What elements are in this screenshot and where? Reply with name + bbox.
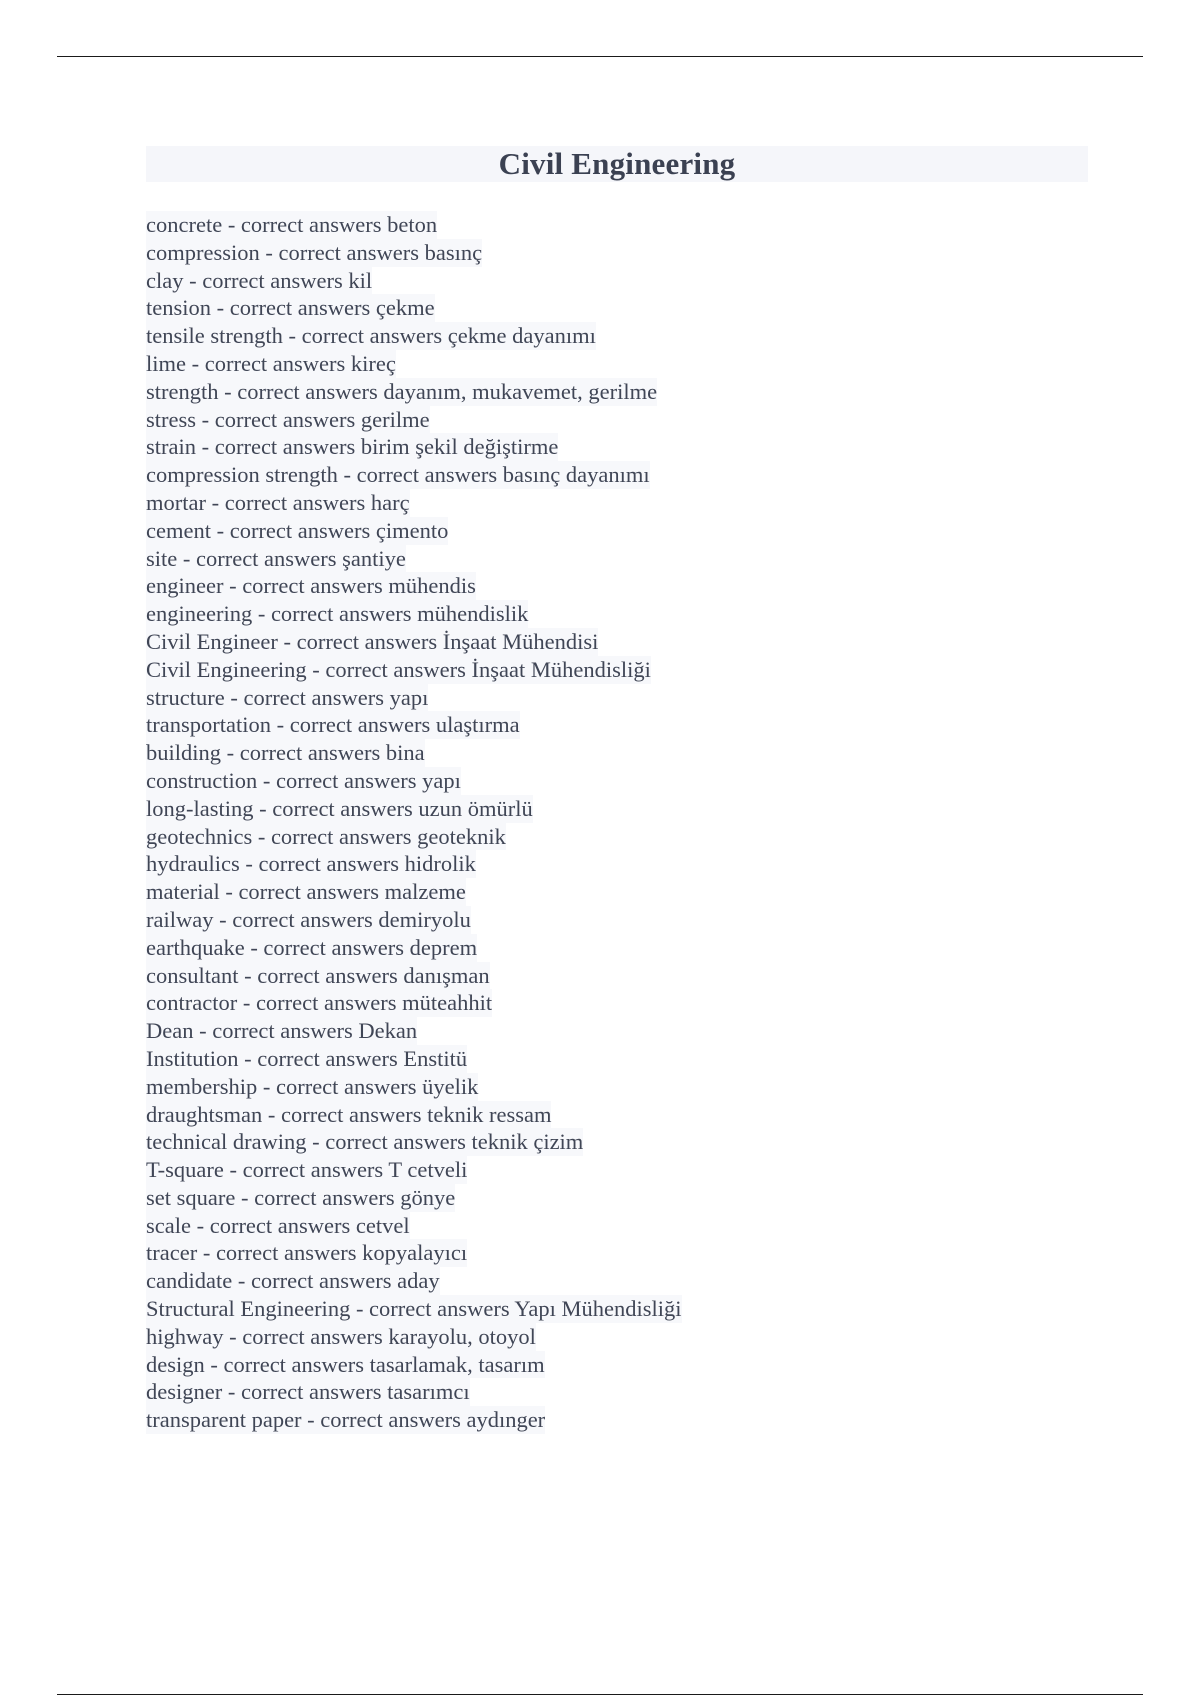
- vocabulary-entry: tracer - correct answers kopyalayıcı: [146, 1240, 468, 1266]
- vocabulary-entry: technical drawing - correct answers teknik çizim: [146, 1129, 584, 1155]
- vocabulary-entry: clay - correct answers kil: [146, 267, 373, 293]
- title-bar: [146, 146, 1088, 182]
- vocabulary-entry: strength - correct answers dayanım, mukavemet, gerilme: [146, 378, 658, 404]
- vocabulary-entry: earthquake - correct answers deprem: [146, 934, 478, 960]
- vocabulary-entry: lime - correct answers kireç: [146, 350, 396, 376]
- vocabulary-entry: site - correct answers şantiye: [146, 545, 406, 571]
- vocabulary-entry: consultant - correct answers danışman: [146, 962, 490, 988]
- vocabulary-entry: geotechnics - correct answers geoteknik: [146, 823, 506, 849]
- vocabulary-entry: contractor - correct answers müteahhit: [146, 990, 493, 1016]
- vocabulary-entry: scale - correct answers cetvel: [146, 1212, 410, 1238]
- vocabulary-entry: designer - correct answers tasarımcı: [146, 1379, 470, 1405]
- vocabulary-entry: Structural Engineering - correct answers Yapı Mühendisliği: [146, 1296, 682, 1322]
- vocabulary-entry: Civil Engineer - correct answers İnşaat Mühendisi: [146, 628, 599, 654]
- vocabulary-entry: draughtsman - correct answers teknik ressam: [146, 1101, 552, 1127]
- vocabulary-entry: concrete - correct answers beton: [146, 212, 438, 237]
- vocabulary-entry: transparent paper - correct answers aydınger: [146, 1407, 546, 1433]
- vocabulary-entry: structure - correct answers yapı: [146, 684, 429, 710]
- footer-rule: [57, 1694, 1143, 1695]
- page-title: Civil Engineering: [498, 146, 736, 181]
- vocabulary-entry: candidate - correct answers aday: [146, 1268, 440, 1294]
- vocabulary-entry: membership - correct answers üyelik: [146, 1073, 479, 1099]
- vocabulary-entry: compression - correct answers basınç: [146, 239, 483, 265]
- vocabulary-entry: Institution - correct answers Enstitü: [146, 1045, 468, 1071]
- vocabulary-entry: tension - correct answers çekme: [146, 295, 435, 321]
- vocabulary-entry: T-square - correct answers T cetveli: [146, 1157, 468, 1183]
- vocabulary-entry: material - correct answers malzeme: [146, 879, 466, 905]
- vocabulary-entry: tensile strength - correct answers çekme dayanımı: [146, 323, 596, 349]
- vocabulary-entry: hydraulics - correct answers hidrolik: [146, 851, 476, 877]
- vocabulary-entry: stress - correct answers gerilme: [146, 406, 430, 432]
- vocabulary-entry: Civil Engineering - correct answers İnşaat Mühendisliği: [146, 656, 651, 682]
- vocabulary-entry: Dean - correct answers Dekan: [146, 1018, 418, 1044]
- vocabulary-entry: set square - correct answers gönye: [146, 1184, 456, 1210]
- vocabulary-entry: design - correct answers tasarlamak, tasarım: [146, 1351, 545, 1377]
- vocabulary-entry: cement - correct answers çimento: [146, 517, 449, 543]
- vocabulary-entry: highway - correct answers karayolu, otoyol: [146, 1323, 536, 1349]
- vocabulary-entry: engineer - correct answers mühendis: [146, 573, 476, 599]
- header-rule: [57, 56, 1143, 57]
- vocabulary-list: [146, 211, 682, 1434]
- vocabulary-entry: construction - correct answers yapı: [146, 767, 461, 793]
- vocabulary-entry: strain - correct answers birim şekil değiştirme: [146, 434, 559, 460]
- vocabulary-entry: railway - correct answers demiryolu: [146, 906, 471, 932]
- vocabulary-entry: building - correct answers bina: [146, 740, 425, 766]
- vocabulary-entry: transportation - correct answers ulaştırma: [146, 712, 520, 738]
- vocabulary-entry: engineering - correct answers mühendislik: [146, 601, 529, 627]
- vocabulary-entry: long-lasting - correct answers uzun ömürlü: [146, 795, 533, 821]
- vocabulary-entry: mortar - correct answers harç: [146, 489, 410, 515]
- vocabulary-entry: compression strength - correct answers basınç dayanımı: [146, 462, 650, 488]
